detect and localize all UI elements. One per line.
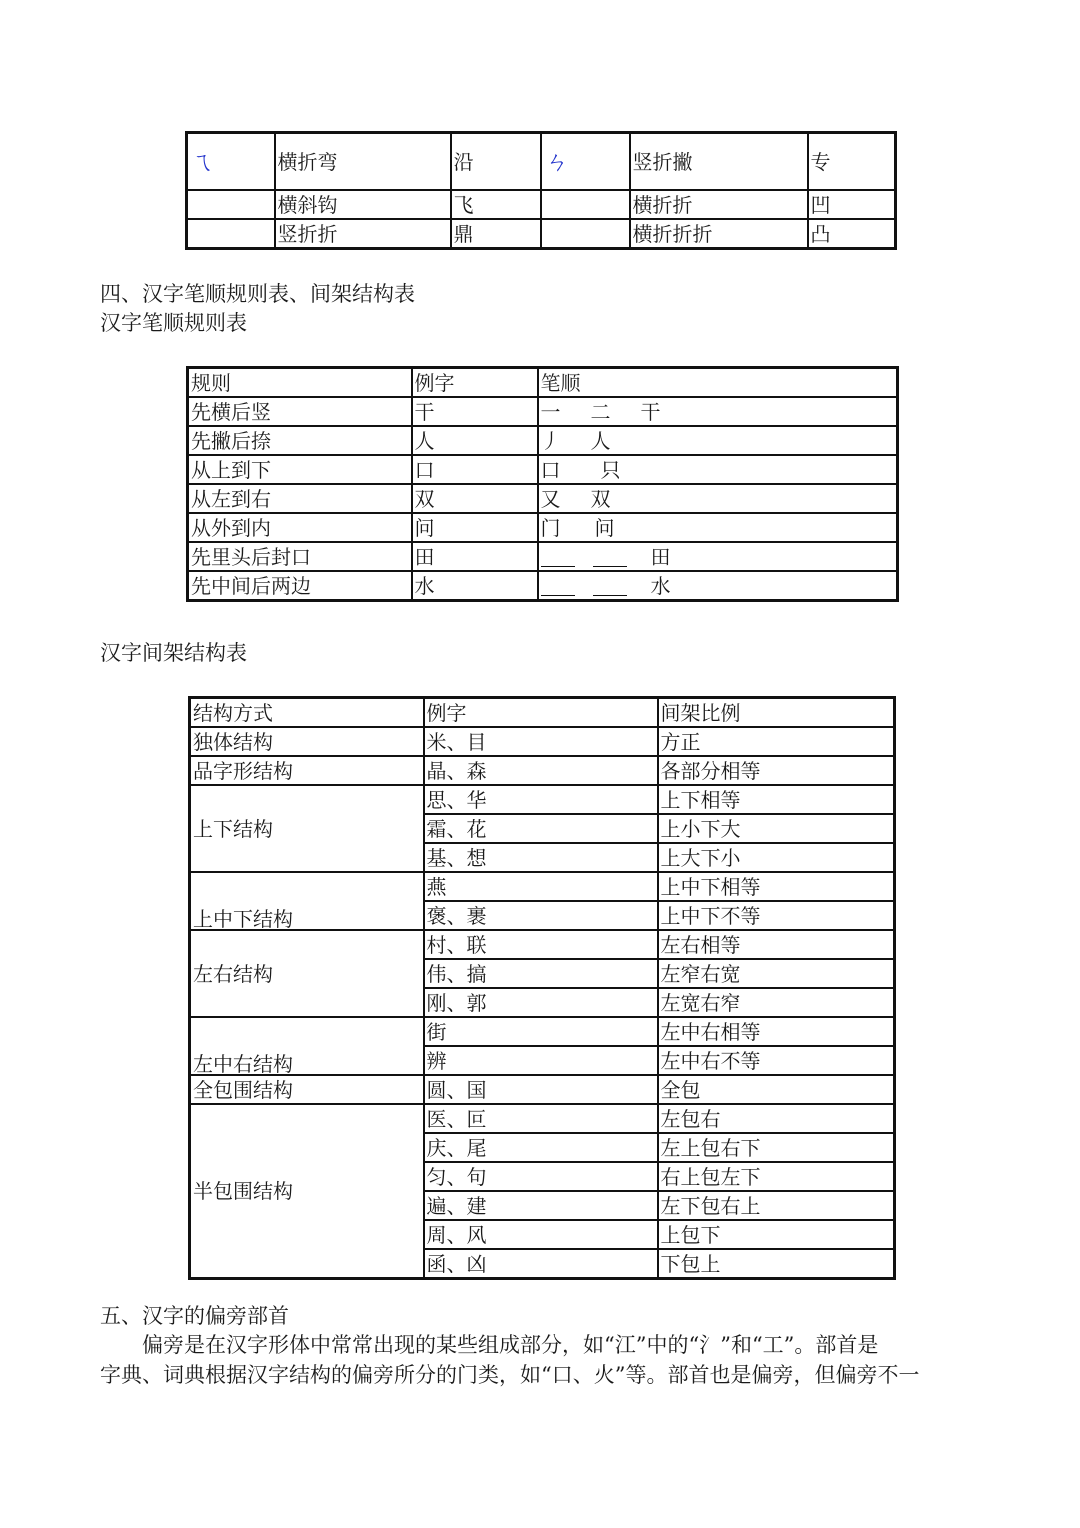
table-row [188,513,898,542]
ratio-cell: 上小下大 [658,814,895,843]
table-row [188,397,898,426]
step: 口 [540,457,561,482]
example-cell: 庆、尾 [424,1133,658,1162]
example-cell: 双 [412,484,538,513]
step: 二 [590,399,611,424]
table-header-row [188,368,898,398]
step: 丿 [540,428,561,453]
table-row [188,571,898,601]
structure-name-cell: 左右结构 [190,930,424,1017]
ratio-cell: 左包右 [658,1104,895,1133]
example-cell: 霜、花 [424,814,658,843]
order-table-title: 汉字笔顺规则表 [100,311,247,335]
rule-cell: 先撇后捺 [188,426,412,455]
example-cell: 燕 [424,872,658,901]
ratio-cell: 上中下相等 [658,872,895,901]
example-cell: 街 [424,1017,658,1046]
ratio-cell: 方正 [658,727,895,756]
step: 双 [590,486,611,511]
example-cell: 问 [412,513,538,542]
paragraph-line: 字典、词典根据汉字结构的偏旁所分的门类，如“口、火”等。部首也是偏旁，但偏旁不一 [100,1363,920,1387]
paragraph-line: 偏旁是在汉字形体中常常出现的某些组成部分，如“江”中的“氵”和“工”。部首是 [142,1333,879,1357]
stroke-glyph-cell [541,219,630,249]
rule-cell: 从左到右 [188,484,412,513]
step: 一 [540,399,561,424]
column-header: 笔顺 [538,368,898,398]
stroke-glyph: ㄣ [543,147,568,176]
stroke-glyph-cell [187,219,275,249]
stroke-glyph-cell [187,190,275,219]
structure-name-cell: 上下结构 [190,785,424,872]
blank-step [593,548,627,567]
example-cell: 村、联 [424,930,658,959]
step: 干 [640,399,661,424]
rule-cell: 从外到内 [188,513,412,542]
table-row [190,930,895,959]
blank-step [593,577,627,596]
example-cell: 伟、搞 [424,959,658,988]
table-row [187,219,896,249]
stroke-name: 竖折折 [275,219,451,249]
example-cell: 口 [412,455,538,484]
stroke-example: 飞 [451,190,541,219]
stroke-name: 横折折 [630,190,808,219]
blank-step [541,577,575,596]
example-cell: 刚、郭 [424,988,658,1017]
table-row [188,455,898,484]
example-cell: 干 [412,397,538,426]
table-row [190,872,895,901]
stroke-glyph-cell [541,190,630,219]
ratio-cell: 左中右相等 [658,1017,895,1046]
ratio-cell: 左上包右下 [658,1133,895,1162]
rule-cell: 先横后竖 [188,397,412,426]
rule-cell: 先里头后封口 [188,542,412,571]
ratio-cell: 左右相等 [658,930,895,959]
example-cell: 人 [412,426,538,455]
ratio-cell: 上大下小 [658,843,895,872]
table-row [190,785,895,814]
table-row [188,484,898,513]
table-header-row [190,698,895,728]
structure-name-cell: 全包围结构 [190,1075,424,1104]
stroke-table [185,131,897,250]
stroke-name: 横折弯 [275,133,451,191]
ratio-cell: 左窄右宽 [658,959,895,988]
structure-name-cell: 左中右结构 [190,1017,424,1075]
example-cell: 田 [412,542,538,571]
section-4-heading: 四、汉字笔顺规则表、间架结构表 [100,282,415,306]
structure-name-cell: 半包围结构 [190,1104,424,1279]
blank-step [541,548,575,567]
table-row [190,1017,895,1046]
column-header: 结构方式 [190,698,424,728]
structure-name-cell: 独体结构 [190,727,424,756]
example-cell: 医、叵 [424,1104,658,1133]
ratio-cell: 上包下 [658,1220,895,1249]
steps-cell [538,426,898,455]
stroke-name: 横折折折 [630,219,808,249]
rule-cell: 先中间后两边 [188,571,412,601]
table-row [187,133,896,191]
step: 田 [650,544,671,569]
stroke-example: 凸 [808,219,896,249]
step: 问 [594,515,615,540]
example-cell: 水 [412,571,538,601]
example-cell: 周、风 [424,1220,658,1249]
column-header: 例字 [412,368,538,398]
stroke-example: 鼎 [451,219,541,249]
ratio-cell: 上下相等 [658,785,895,814]
structure-table [188,696,896,1280]
steps-cell [538,484,898,513]
column-header: 规则 [188,368,412,398]
ratio-cell: 左下包右上 [658,1191,895,1220]
table-row [190,1104,895,1133]
steps-cell [538,542,898,571]
steps-cell [538,397,898,426]
stroke-example: 沿 [451,133,541,191]
step: 又 [540,486,561,511]
stroke-example: 专 [808,133,896,191]
example-cell: 褒、裹 [424,901,658,930]
column-header: 间架比例 [658,698,895,728]
steps-cell [538,455,898,484]
example-cell: 思、华 [424,785,658,814]
section-5-paragraph [100,1330,980,1390]
step: 水 [650,573,671,598]
stroke-name: 横斜钩 [275,190,451,219]
column-header: 例字 [424,698,658,728]
ratio-cell: 左中右不等 [658,1046,895,1075]
stroke-example: 凹 [808,190,896,219]
example-cell: 晶、森 [424,756,658,785]
steps-cell [538,513,898,542]
example-cell: 匀、句 [424,1162,658,1191]
stroke-glyph: ㄟ [190,147,214,176]
example-cell: 圆、国 [424,1075,658,1104]
step: 只 [600,457,621,482]
example-cell: 遍、建 [424,1191,658,1220]
ratio-cell: 右上包左下 [658,1162,895,1191]
example-cell: 米、目 [424,727,658,756]
table-row [190,756,895,785]
ratio-cell: 下包上 [658,1249,895,1279]
step: 人 [590,428,611,453]
section-5-heading: 五、汉字的偏旁部首 [100,1304,289,1328]
example-cell: 基、想 [424,843,658,872]
structure-name-cell: 上中下结构 [190,872,424,930]
structure-table-title: 汉字间架结构表 [100,641,247,665]
stroke-glyph-cell [541,133,630,191]
step: 门 [540,515,561,540]
stroke-name: 竖折撇 [630,133,808,191]
stroke-order-table [186,366,899,602]
example-cell: 函、凶 [424,1249,658,1279]
table-row [190,727,895,756]
table-row [190,1075,895,1104]
rule-cell: 从上到下 [188,455,412,484]
table-row [188,542,898,571]
ratio-cell: 左宽右窄 [658,988,895,1017]
table-row [187,190,896,219]
example-cell: 辨 [424,1046,658,1075]
structure-name-cell: 品字形结构 [190,756,424,785]
stroke-glyph-cell [187,133,275,191]
ratio-cell: 全包 [658,1075,895,1104]
steps-cell [538,571,898,601]
ratio-cell: 各部分相等 [658,756,895,785]
table-row [188,426,898,455]
ratio-cell: 上中下不等 [658,901,895,930]
